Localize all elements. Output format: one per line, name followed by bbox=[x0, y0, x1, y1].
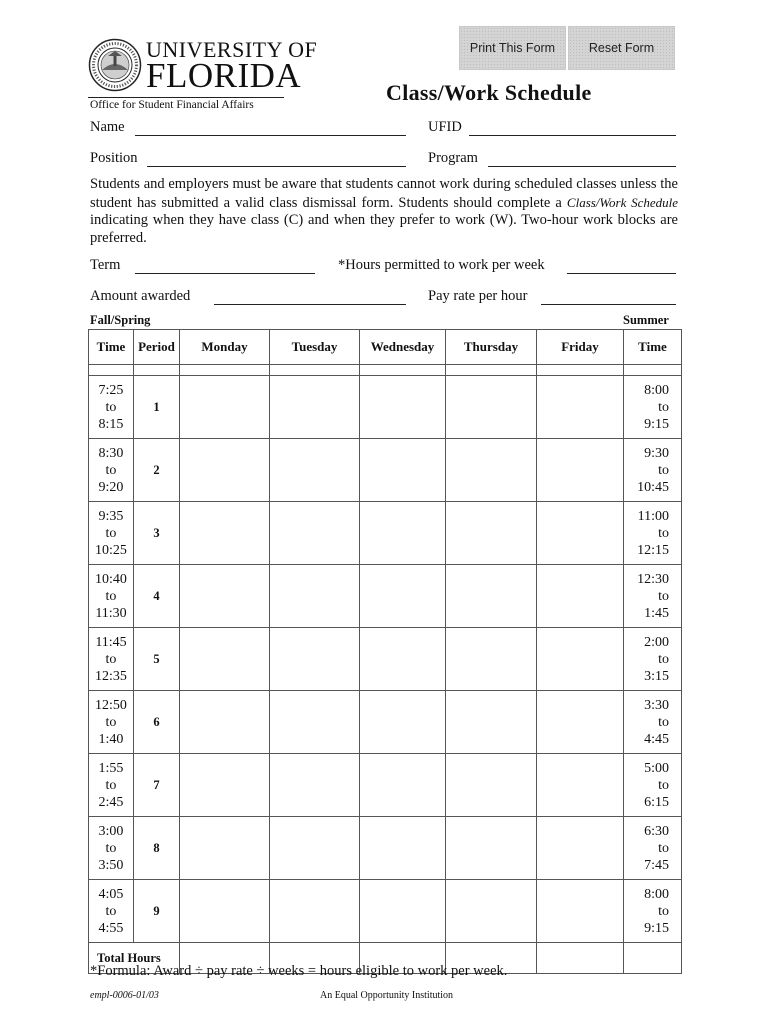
schedule-cell-monday[interactable] bbox=[180, 439, 270, 502]
schedule-cell-monday[interactable] bbox=[180, 628, 270, 691]
fall-spring-time-cell bbox=[89, 439, 134, 502]
schedule-cell-monday[interactable] bbox=[180, 817, 270, 880]
instructions-form-name: Class/Work Schedule bbox=[566, 194, 679, 210]
amount-awarded-field[interactable] bbox=[214, 304, 406, 305]
schedule-cell-wednesday[interactable] bbox=[360, 817, 446, 880]
col-header-period: Period bbox=[134, 330, 180, 365]
summer-end-time: 9:15 bbox=[644, 920, 669, 936]
total-hours-summer bbox=[624, 943, 682, 974]
spacer-cell bbox=[270, 365, 360, 376]
fall-spring-start-time: 1:55 bbox=[98, 760, 124, 776]
to-word: to bbox=[105, 651, 117, 667]
table-row bbox=[89, 439, 682, 502]
period-number: 4 bbox=[134, 565, 180, 628]
form-code: empl-0006-01/03 bbox=[90, 990, 159, 1001]
col-header-friday: Friday bbox=[537, 330, 624, 365]
table-row bbox=[89, 502, 682, 565]
schedule-cell-tuesday[interactable] bbox=[270, 817, 360, 880]
period-number: 1 bbox=[134, 376, 180, 439]
schedule-cell-tuesday[interactable] bbox=[270, 628, 360, 691]
col-header-time-summer: Time bbox=[624, 330, 682, 365]
logo-divider bbox=[88, 97, 284, 98]
schedule-cell-monday[interactable] bbox=[180, 376, 270, 439]
col-header-monday: Monday bbox=[180, 330, 270, 365]
name-field[interactable] bbox=[135, 135, 406, 136]
schedule-cell-monday[interactable] bbox=[180, 754, 270, 817]
instructions-part1: Students and employers must be aware that students cannot work during scheduled classes unless the student has submitted a valid class dismissal form. Students should complete a bbox=[90, 176, 678, 211]
fall-spring-end-time: 9:20 bbox=[98, 479, 124, 495]
summer-end-time: 7:45 bbox=[644, 857, 669, 873]
col-header-thursday: Thursday bbox=[446, 330, 537, 365]
spacer-cell bbox=[134, 365, 180, 376]
summer-end-time: 9:15 bbox=[644, 416, 669, 432]
schedule-cell-monday[interactable] bbox=[180, 502, 270, 565]
to-word: to bbox=[658, 903, 669, 919]
summer-time-cell bbox=[624, 376, 682, 439]
to-word: to bbox=[658, 651, 669, 667]
table-spacer-row bbox=[89, 365, 682, 376]
formula-note: *Formula: Award ÷ pay rate ÷ weeks = hours eligible to work per week. bbox=[90, 963, 508, 979]
fall-spring-start-time: 9:35 bbox=[98, 508, 124, 524]
table-row bbox=[89, 880, 682, 943]
summer-end-time: 3:15 bbox=[644, 668, 669, 684]
schedule-cell-thursday[interactable] bbox=[446, 565, 537, 628]
summer-label: Summer bbox=[623, 313, 669, 327]
fall-spring-end-time: 2:45 bbox=[98, 794, 124, 810]
schedule-cell-thursday[interactable] bbox=[446, 754, 537, 817]
term-label: Term bbox=[90, 257, 121, 273]
table-row bbox=[89, 754, 682, 817]
university-wordmark-top: UNIVERSITY OF bbox=[146, 37, 318, 62]
to-word: to bbox=[658, 777, 669, 793]
to-word: to bbox=[105, 777, 117, 793]
spacer-cell bbox=[180, 365, 270, 376]
to-word: to bbox=[105, 588, 117, 604]
program-field[interactable] bbox=[488, 166, 676, 167]
schedule-cell-thursday[interactable] bbox=[446, 817, 537, 880]
schedule-cell-wednesday[interactable] bbox=[360, 565, 446, 628]
summer-time-cell bbox=[624, 502, 682, 565]
to-word: to bbox=[105, 903, 117, 919]
office-name: Office for Student Financial Affairs bbox=[90, 99, 254, 111]
fall-spring-time-cell bbox=[89, 628, 134, 691]
fall-spring-time-cell bbox=[89, 565, 134, 628]
fall-spring-start-time: 7:25 bbox=[98, 382, 124, 398]
schedule-cell-friday[interactable] bbox=[537, 376, 624, 439]
fall-spring-start-time: 8:30 bbox=[98, 445, 124, 461]
schedule-cell-friday[interactable] bbox=[537, 439, 624, 502]
summer-end-time: 12:15 bbox=[637, 542, 669, 558]
summer-end-time: 10:45 bbox=[637, 479, 669, 495]
fall-spring-end-time: 4:55 bbox=[98, 920, 124, 936]
pay-rate-field[interactable] bbox=[541, 304, 676, 305]
summer-time-cell bbox=[624, 754, 682, 817]
to-word: to bbox=[658, 714, 669, 730]
schedule-cell-tuesday[interactable] bbox=[270, 376, 360, 439]
fall-spring-end-time: 3:50 bbox=[98, 857, 124, 873]
fall-spring-time-cell bbox=[89, 691, 134, 754]
schedule-cell-friday[interactable] bbox=[537, 502, 624, 565]
summer-end-time: 6:15 bbox=[644, 794, 669, 810]
to-word: to bbox=[658, 525, 669, 541]
name-label: Name bbox=[90, 119, 125, 135]
to-word: to bbox=[105, 714, 117, 730]
summer-start-time: 5:00 bbox=[644, 760, 669, 776]
table-row bbox=[89, 628, 682, 691]
print-form-button[interactable]: Print This Form bbox=[459, 26, 566, 70]
table-row bbox=[89, 691, 682, 754]
schedule-cell-wednesday[interactable] bbox=[360, 376, 446, 439]
equal-opportunity-note: An Equal Opportunity Institution bbox=[320, 990, 454, 1001]
table-row bbox=[89, 565, 682, 628]
schedule-cell-tuesday[interactable] bbox=[270, 691, 360, 754]
instructions-part2: indicating when they have class (C) and when they prefer to work (W). Two-hour work blocks are preferred. bbox=[90, 212, 678, 246]
schedule-cell-thursday[interactable] bbox=[446, 439, 537, 502]
to-word: to bbox=[658, 462, 669, 478]
schedule-cell-tuesday[interactable] bbox=[270, 880, 360, 943]
schedule-cell-wednesday[interactable] bbox=[360, 439, 446, 502]
fall-spring-time-cell bbox=[89, 502, 134, 565]
fall-spring-end-time: 11:30 bbox=[95, 605, 127, 621]
schedule-cell-friday[interactable] bbox=[537, 754, 624, 817]
summer-time-cell bbox=[624, 817, 682, 880]
fall-spring-time-cell bbox=[89, 754, 134, 817]
period-number: 3 bbox=[134, 502, 180, 565]
fall-spring-label: Fall/Spring bbox=[90, 313, 151, 327]
fall-spring-start-time: 4:05 bbox=[98, 886, 124, 902]
schedule-cell-thursday[interactable] bbox=[446, 502, 537, 565]
table-row bbox=[89, 376, 682, 439]
term-field[interactable] bbox=[135, 273, 315, 274]
schedule-cell-wednesday[interactable] bbox=[360, 691, 446, 754]
spacer-cell bbox=[360, 365, 446, 376]
period-number: 7 bbox=[134, 754, 180, 817]
schedule-cell-friday[interactable] bbox=[537, 880, 624, 943]
schedule-cell-wednesday[interactable] bbox=[360, 502, 446, 565]
total-hours-friday[interactable] bbox=[537, 943, 624, 974]
spacer-cell bbox=[446, 365, 537, 376]
fall-spring-end-time: 10:25 bbox=[95, 542, 127, 558]
schedule-cell-thursday[interactable] bbox=[446, 376, 537, 439]
schedule-cell-tuesday[interactable] bbox=[270, 565, 360, 628]
schedule-cell-tuesday[interactable] bbox=[270, 502, 360, 565]
schedule-cell-friday[interactable] bbox=[537, 628, 624, 691]
fall-spring-time-cell bbox=[89, 817, 134, 880]
schedule-cell-thursday[interactable] bbox=[446, 628, 537, 691]
hours-permitted-field[interactable] bbox=[567, 273, 676, 274]
col-header-tuesday: Tuesday bbox=[270, 330, 360, 365]
spacer-cell bbox=[537, 365, 624, 376]
summer-start-time: 9:30 bbox=[644, 445, 669, 461]
fall-spring-end-time: 1:40 bbox=[98, 731, 124, 747]
reset-form-button[interactable]: Reset Form bbox=[568, 26, 675, 70]
summer-start-time: 11:00 bbox=[637, 508, 669, 524]
university-wordmark-florida: FLORIDA bbox=[146, 56, 302, 95]
spacer-cell bbox=[624, 365, 682, 376]
period-number: 6 bbox=[134, 691, 180, 754]
spacer-cell bbox=[89, 365, 134, 376]
program-label: Program bbox=[428, 150, 478, 166]
to-word: to bbox=[105, 399, 117, 415]
ufid-label: UFID bbox=[428, 119, 462, 135]
to-word: to bbox=[658, 399, 669, 415]
period-number: 9 bbox=[134, 880, 180, 943]
table-row bbox=[89, 817, 682, 880]
schedule-cell-friday[interactable] bbox=[537, 817, 624, 880]
fall-spring-start-time: 3:00 bbox=[98, 823, 124, 839]
summer-start-time: 8:00 bbox=[644, 886, 669, 902]
fall-spring-start-time: 12:50 bbox=[95, 697, 127, 713]
summer-start-time: 3:30 bbox=[644, 697, 669, 713]
schedule-cell-thursday[interactable] bbox=[446, 691, 537, 754]
page-title: Class/Work Schedule bbox=[386, 80, 592, 105]
university-seal-icon bbox=[88, 38, 142, 92]
schedule-cell-friday[interactable] bbox=[537, 691, 624, 754]
summer-time-cell bbox=[624, 565, 682, 628]
summer-start-time: 12:30 bbox=[637, 571, 669, 587]
to-word: to bbox=[105, 525, 117, 541]
summer-end-time: 4:45 bbox=[644, 731, 669, 747]
schedule-cell-wednesday[interactable] bbox=[360, 880, 446, 943]
schedule-table bbox=[88, 329, 682, 974]
to-word: to bbox=[658, 588, 669, 604]
fall-spring-time-cell bbox=[89, 376, 134, 439]
period-number: 5 bbox=[134, 628, 180, 691]
fall-spring-start-time: 10:40 bbox=[95, 571, 127, 587]
summer-time-cell bbox=[624, 628, 682, 691]
total-hours-label: Total Hours bbox=[89, 943, 180, 974]
schedule-cell-monday[interactable] bbox=[180, 691, 270, 754]
period-number: 8 bbox=[134, 817, 180, 880]
summer-start-time: 8:00 bbox=[644, 382, 669, 398]
schedule-cell-wednesday[interactable] bbox=[360, 628, 446, 691]
schedule-cell-monday[interactable] bbox=[180, 880, 270, 943]
fall-spring-end-time: 12:35 bbox=[95, 668, 127, 684]
col-header-wednesday: Wednesday bbox=[360, 330, 446, 365]
pay-rate-label: Pay rate per hour bbox=[428, 288, 528, 304]
period-number: 2 bbox=[134, 439, 180, 502]
col-header-time-fall: Time bbox=[89, 330, 134, 365]
ufid-field[interactable] bbox=[469, 135, 676, 136]
summer-start-time: 2:00 bbox=[644, 634, 669, 650]
schedule-cell-monday[interactable] bbox=[180, 565, 270, 628]
summer-time-cell bbox=[624, 691, 682, 754]
schedule-cell-tuesday[interactable] bbox=[270, 439, 360, 502]
fall-spring-time-cell bbox=[89, 880, 134, 943]
amount-awarded-label: Amount awarded bbox=[90, 288, 191, 304]
position-label: Position bbox=[90, 150, 138, 166]
to-word: to bbox=[105, 462, 117, 478]
schedule-cell-tuesday[interactable] bbox=[270, 754, 360, 817]
instructions-paragraph bbox=[90, 176, 678, 247]
schedule-cell-thursday[interactable] bbox=[446, 880, 537, 943]
fall-spring-start-time: 11:45 bbox=[95, 634, 127, 650]
summer-time-cell bbox=[624, 880, 682, 943]
to-word: to bbox=[105, 840, 117, 856]
table-header-row bbox=[89, 330, 682, 365]
summer-start-time: 6:30 bbox=[644, 823, 669, 839]
to-word: to bbox=[658, 840, 669, 856]
schedule-cell-friday[interactable] bbox=[537, 565, 624, 628]
summer-end-time: 1:45 bbox=[644, 605, 669, 621]
summer-time-cell bbox=[624, 439, 682, 502]
position-field[interactable] bbox=[147, 166, 406, 167]
hours-permitted-label: *Hours permitted to work per week bbox=[338, 257, 545, 273]
fall-spring-end-time: 8:15 bbox=[98, 416, 124, 432]
schedule-cell-wednesday[interactable] bbox=[360, 754, 446, 817]
